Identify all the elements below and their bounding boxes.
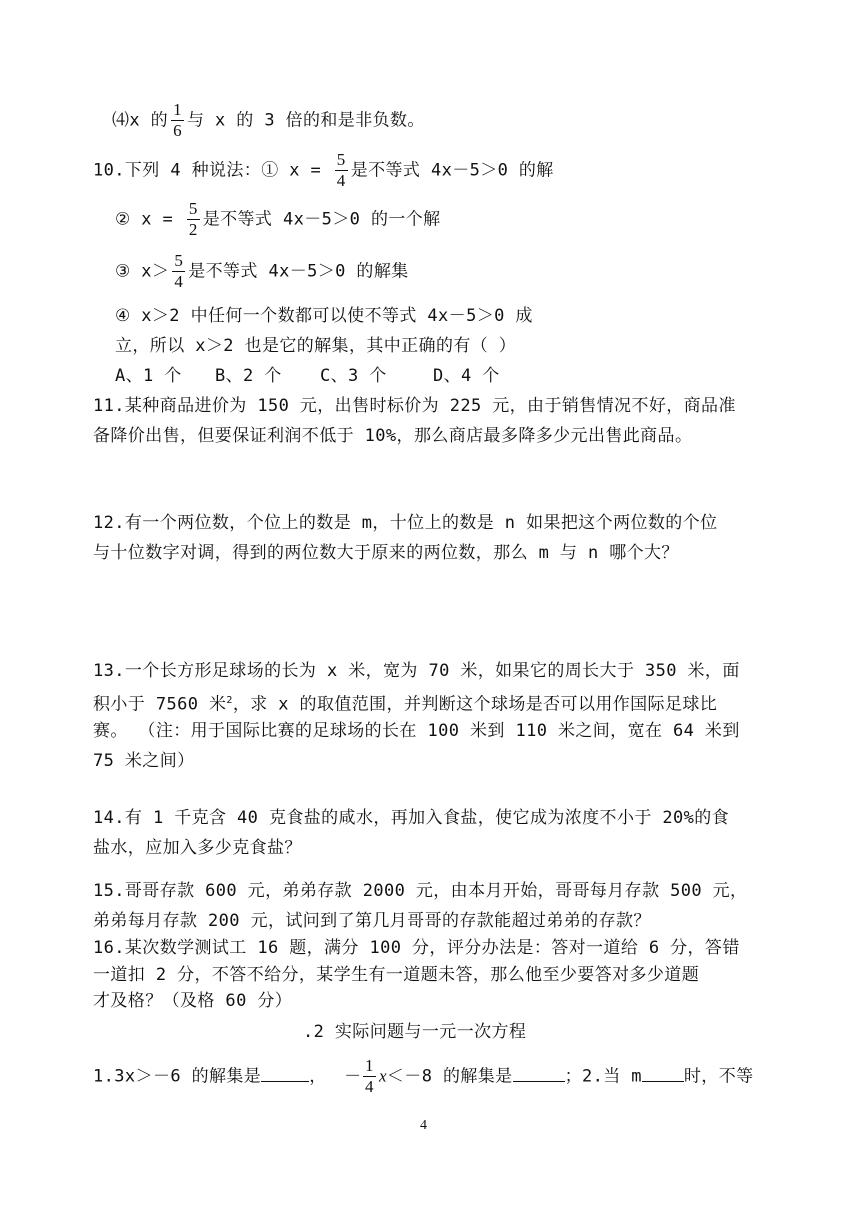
q16-line3: 才及格？（及格 60 分） [93,991,293,1011]
fraction: $\frac{5}{4}$ [174,251,184,291]
q10-statement-4-line1: ④ x＞2 中任何一个数都可以使不等式 4x－5＞0 成 [115,306,533,326]
q9-item-4: ⑷x 的 $\frac{1}{6}$ 与 x 的 3 倍的和是非负数。 [112,100,425,140]
q15-line2: 弟弟每月存款 200 元，试问到了第几月哥哥的存款能超过弟弟的存款？ [93,911,651,931]
q16-line2: 一道扣 2 分，不答不给分，某学生有一道题未答，那么他至少要答对多少道题 [93,965,700,985]
q11-line1: 11.某种商品进价为 150 元，出售时标价为 225 元，由于销售情况不好，商品准 [93,396,736,416]
q14-line1: 14.有 1 千克含 40 克食盐的咸水，再加入食盐，使它成为浓度不小于 20%的食 [93,808,730,828]
section-title: .2 实际问题与一元一次方程 [303,1022,527,1042]
q10-statement-1: 10.下列 4 种说法：① x = $\frac{5}{4}$ 是不等式 4x－5＞0 的解 [93,150,554,190]
fill-in-line: 1.3x＞－6 的解集是 ， － $\frac{1}{4}$ x＜－8 的解集是 ；2.当 m 时，不等 [93,1056,754,1096]
q11-line2: 备降价出售，但要保证利润不低于 10%，那么商店最多降多少元出售此商品。 [93,426,693,446]
q13-line2: 积小于 7560 米$^2$，求 x 的取值范围，并判断这个球场是否可以用作国际足球比 [93,694,718,715]
page-number: 4 [420,1118,427,1133]
q10-option-c: C、3 个 [320,366,387,386]
q10-statement-2: ② x = $\frac{5}{2}$ 是不等式 4x－5＞0 的一个解 [115,199,441,239]
q13-line3: 赛。 （注：用于国际比赛的足球场的长在 100 米到 110 米之间，宽在 64 米到 [93,721,740,741]
fraction: $\frac{1}{6}$ [173,100,182,140]
answer-blank[interactable] [261,1063,309,1082]
q16-line1: 16.某次数学测试工 16 题，满分 100 分，评分办法是：答对一道给 6 分，答错 [93,938,740,958]
fraction: $\frac{5}{2}$ [188,199,198,239]
q10-option-b: B、2 个 [215,366,282,386]
q10-statement-4-line2: 立，所以 x＞2 也是它的解集，其中正确的有（ ） [115,336,517,356]
fraction: $\frac{5}{4}$ [336,150,346,190]
superscript: 2 [226,695,233,706]
q15-line1: 15.哥哥存款 600 元，弟弟存款 2000 元，由本月开始，哥哥每月存款 500 元， [93,881,748,901]
answer-blank[interactable] [513,1063,565,1082]
q14-line2: 盐水，应加入多少克食盐？ [93,838,302,858]
q10-statement-3: ③ x＞ $\frac{5}{4}$ 是不等式 4x－5＞0 的解集 [115,251,409,291]
q13-line4: 75 米之间） [93,751,195,771]
fraction: $\frac{1}{4}$ [365,1056,374,1096]
q10-option-a: A、1 个 [115,366,182,386]
answer-blank[interactable] [642,1063,684,1082]
q13-line1: 13.一个长方形足球场的长为 x 米，宽为 70 米，如果它的周长大于 350 米，面 [93,661,740,681]
q12-line2: 与十位数字对调，得到的两位数大于原来的两位数，那么 m 与 n 哪个大？ [93,543,679,563]
q10-option-d: D、4 个 [433,366,500,386]
q12-line1: 12.有一个两位数，个位上的数是 m，十位上的数是 n 如果把这个两位数的个位 [93,513,718,533]
